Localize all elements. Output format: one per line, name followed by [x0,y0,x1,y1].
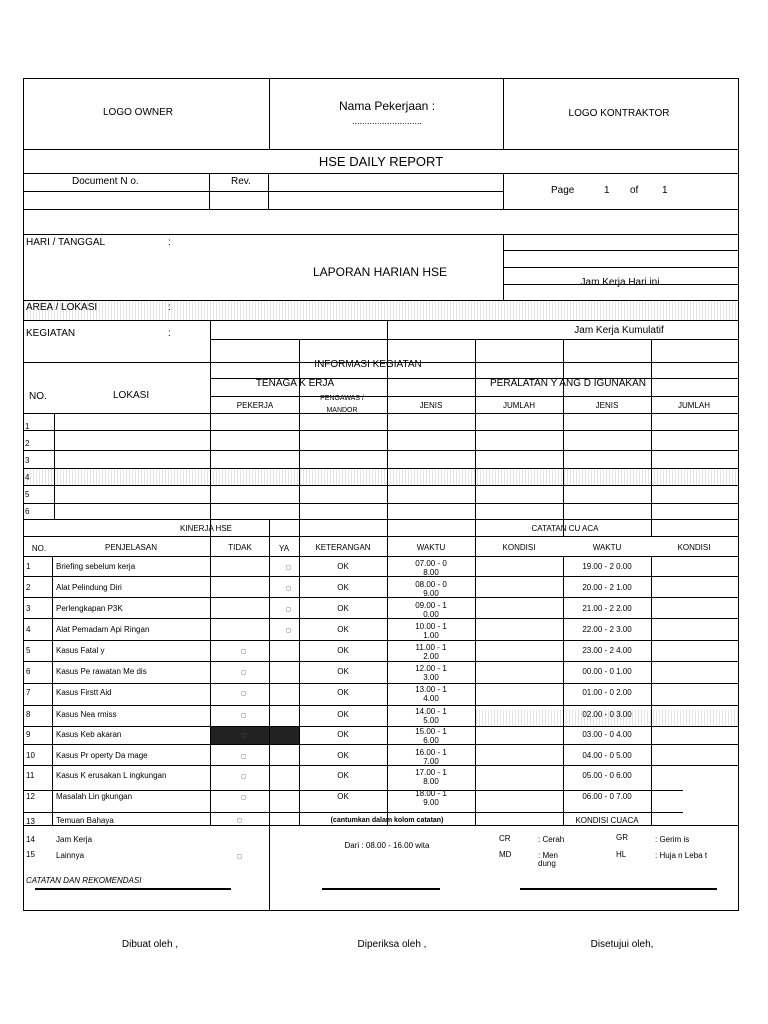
kinerja-row-waktu: 15.00 - 1 [415,727,447,736]
kinerja-row-waktu: 13.00 - 1 [415,685,447,694]
checkbox-icon[interactable]: ◻ [286,628,291,634]
border-left [23,78,24,911]
line-v-kin-2 [210,520,211,826]
checkbox-icon[interactable]: ◻ [241,733,246,739]
line-v-act-no [54,413,55,520]
catatan-rekomendasi: CATATAN DAN REKOMENDASI [26,876,142,885]
tidak-header: TIDAK [228,543,252,552]
line-v-doc-3 [503,173,504,210]
kinerja-row-keterangan: OK [337,688,349,697]
kinerja-row-waktu-2: 2.00 [423,652,439,661]
checkbox-icon[interactable]: ◻ [286,565,291,571]
line-h-kinerja [23,536,739,537]
line-h-act-2 [23,450,739,451]
kinerja-row-waktu-2: 0.00 [423,610,439,619]
kinerja-row-item: Briefing sebelum kerja [56,562,136,571]
kinerja-row-waktu-2: 8.00 [423,568,439,577]
kinerja-row-keterangan: OK [337,583,349,592]
checkbox-icon[interactable]: ◻ [237,818,242,824]
line-h-doc-1 [23,191,504,192]
page-label: Page [551,185,575,196]
line-h-kin-header [23,556,739,557]
line-h-kin-r6 [23,683,739,684]
line-v-act-b [475,340,476,536]
legend-md: MD [499,850,512,859]
kinerja-row-waktu: 07.00 - 0 [415,559,447,568]
kinerja-row-no: 1 [26,562,31,571]
checkbox-icon[interactable]: ◻ [241,649,246,655]
kinerja-row-14-item: Jam Kerja [56,835,93,844]
legend-hl: HL [616,850,627,859]
kinerja-row-waktu-malam: 23.00 - 2 4.00 [582,646,632,655]
line-h-kin-r5 [23,661,739,662]
activity-lokasi-header: LOKASI [113,390,150,401]
kinerja-row-item: Kasus Pr operty Da mage [56,751,148,760]
kinerja-row-waktu-malam: 22.00 - 2 3.00 [582,625,632,634]
line-h-kin-r7 [23,705,739,706]
border-right [738,78,739,911]
line-h-act-3 [23,468,739,469]
penjelasan-header: PENJELASAN [104,543,158,552]
kinerja-row-13-item: Temuan Bahaya [56,816,114,825]
ya-header: YA [278,544,290,553]
kinerja-row-keterangan: OK [337,730,349,739]
line-h-kegiatan [23,320,739,321]
activity-row-number: 6 [25,507,30,516]
line-h-kin-r1 [23,576,739,577]
disetujui-oleh: Disetujui oleh, [590,939,654,950]
catatan-cuaca-title: CATATAN CU ACA [531,524,599,533]
kinerja-row-keterangan: OK [337,771,349,780]
kinerja-row-waktu-2: 8.00 [423,777,439,786]
legend-cr-value: : Cerah [538,835,565,844]
kinerja-row-waktu-2: 7.00 [423,757,439,766]
activity-row-number: 4 [25,473,30,482]
tenaga-kerja-title: TENAGA K ERJA [255,378,335,389]
kinerja-row-waktu: 08.00 - 0 [415,580,447,589]
jumlah-header-2: JUMLAH [677,401,711,410]
checkbox-icon[interactable]: ◻ [237,854,242,860]
peralatan-title: PERALATAN Y ANG D IGUNAKAN [490,378,646,389]
line-h-act-5 [23,503,739,504]
kinerja-no-header: NO. [31,544,47,553]
border-top [23,78,739,79]
kinerja-row-waktu: 17.00 - 1 [415,768,447,777]
kinerja-row-waktu-2: 9.00 [423,589,439,598]
line-v-kin-6 [475,520,476,826]
kinerja-row-waktu-malam: 05.00 - 0 6.00 [582,771,632,780]
waktu-header-2: WAKTU [592,543,622,552]
legend-md-value-2: dung [538,859,556,868]
keterangan-header: KETERANGAN [315,543,371,552]
kinerja-row-keterangan: OK [337,710,349,719]
area-lokasi-colon: : [168,302,171,313]
kinerja-row-waktu: 18.00 - 1 [415,789,447,798]
line-h-area [23,300,739,301]
legend-gr-value: : Gerim is [655,835,690,844]
page-total: 1 [662,185,668,196]
kinerja-row-keterangan: OK [337,667,349,676]
kinerja-row-14-no: 14 [26,835,35,844]
kinerja-row-item: Kasus Firstt Aid [56,688,112,697]
diperiksa-oleh: Diperiksa oleh , [357,939,427,950]
document-no-label: Document N o. [72,176,139,187]
line-v-kin-4 [299,520,300,826]
kinerja-row-keterangan: OK [337,625,349,634]
mandor-header: MANDOR [326,407,358,414]
activity-no-header: NO. [29,391,47,402]
line-h-kin-r12 [23,812,683,813]
checkbox-icon[interactable]: ◻ [241,795,246,801]
kinerja-row-no: 9 [26,730,31,739]
waktu-header: WAKTU [416,543,446,552]
line-v-logo-left [269,78,270,150]
line-h-header [23,149,739,150]
kinerja-row-waktu-2: 6.00 [423,736,439,745]
report-title: HSE DAILY REPORT [318,154,444,169]
kinerja-row-no: 5 [26,646,31,655]
rev-label: Rev. [231,176,251,187]
kinerja-row-keterangan: OK [337,751,349,760]
kinerja-row-waktu-2: 3.00 [423,673,439,682]
jumlah-header-1: JUMLAH [502,401,536,410]
kinerja-row-item: Alat Pelindung Diri [56,583,122,592]
legend-gr: GR [616,833,628,842]
nama-pekerjaan-value[interactable]: ............................ [351,116,423,126]
kinerja-row-waktu: 12.00 - 1 [415,664,447,673]
checkbox-icon[interactable]: ◻ [241,754,246,760]
kinerja-row-waktu-malam: 21.00 - 2 2.00 [582,604,632,613]
kinerja-row-no: 7 [26,688,31,697]
activity-row-number: 1 [25,422,30,431]
kinerja-row-keterangan: OK [337,646,349,655]
catatan-underline-3 [520,888,717,890]
pekerja-header: PEKERJA [236,401,274,410]
line-h-doc-2 [23,209,739,210]
area-lokasi-label: AREA / LOKASI [26,302,98,313]
kinerja-row-waktu: 09.00 - 1 [415,601,447,610]
activity-row-number: 2 [25,439,30,448]
filled-cell-row-9 [211,727,299,744]
kinerja-row-waktu-malam: 00.00 - 0 1.00 [582,667,632,676]
checkbox-icon[interactable]: ◻ [241,670,246,676]
line-h-act-head [23,413,739,414]
line-h-kin-bottom [23,825,739,826]
line-v-doc-2 [268,173,269,210]
kinerja-row-no: 11 [26,771,35,780]
kinerja-row-keterangan: OK [337,562,349,571]
kinerja-row-waktu-malam: 03.00 - 0 4.00 [582,730,632,739]
line-h-blank [23,234,739,235]
shaded-area-row-3-4 [24,468,738,485]
jam-kerja-kumulatif-label: Jam Kerja Kumulatif [574,325,664,336]
kinerja-row-waktu-2: 5.00 [423,716,439,725]
jenis-header-1: JENIS [419,401,443,410]
checkbox-icon[interactable]: ◻ [241,713,246,719]
hari-tanggal-label: HARI / TANGGAL [26,237,106,248]
kinerja-row-no: 10 [26,751,35,760]
kinerja-row-15-no: 15 [26,850,35,859]
line-v-doc-1 [209,173,210,210]
kinerja-row-item: Masalah Lin gkungan [56,792,133,801]
kinerja-row-waktu-malam: 06.00 - 0 7.00 [582,792,632,801]
kinerja-row-waktu-malam: 04.00 - 0 5.00 [582,751,632,760]
kinerja-row-no: 8 [26,710,31,719]
kegiatan-label: KEGIATAN [26,328,76,339]
line-v-act-c [563,340,564,536]
line-v-kin-3 [269,520,270,911]
kondisi-header: KONDISI [502,543,536,552]
legend-cr: CR [499,834,511,843]
kinerja-row-item: Kasus Pe rawatan Me dis [56,667,147,676]
line-v-logo-right [503,78,504,150]
kinerja-row-no: 6 [26,667,31,676]
kinerja-row-no: 12 [26,792,35,801]
catatan-underline-1 [35,888,231,890]
line-h-kin-r8 [23,726,739,727]
line-v-act-a [299,340,300,536]
kinerja-row-waktu-malam: 20.00 - 2 1.00 [582,583,632,592]
jenis-header-2: JENIS [595,401,619,410]
line-h-info-r1 [503,250,739,251]
kinerja-row-waktu-2: 4.00 [423,694,439,703]
kondisi-header-2: KONDISI [677,543,711,552]
kondisi-cuaca-title: KONDISI CUACA [575,816,639,825]
line-v-act-d [651,340,652,536]
line-h-act-4 [23,485,739,486]
kinerja-row-waktu-2: 1.00 [423,631,439,640]
line-h-act-6 [23,519,739,520]
checkbox-icon[interactable]: ◻ [241,691,246,697]
jam-kerja-hari-ini-label: Jam Kerja Hari ini [580,277,660,288]
kinerja-row-keterangan: OK [337,792,349,801]
line-h-kin-r2 [23,597,739,598]
activity-row-number: 3 [25,456,30,465]
legend-md-value: : Men [538,851,559,860]
border-bottom [23,910,739,911]
kinerja-row-item: Kasus Keb akaran [56,730,122,739]
line-h-act-1 [23,430,739,431]
kinerja-row-waktu-malam: 02.00 - 0 3.00 [582,710,632,719]
kinerja-row-no: 3 [26,604,31,613]
nama-pekerjaan-label: Nama Pekerjaan : [338,99,436,113]
kinerja-row-item: Kasus Fatal y [56,646,105,655]
line-h-kin-r9 [23,744,739,745]
page-of: of [630,185,639,196]
kinerja-row-waktu: 10.00 - 1 [415,622,447,631]
hari-tanggal-colon: : [168,237,171,248]
line-v-kin-5 [387,520,388,826]
kegiatan-colon: : [168,328,171,339]
logo-kontraktor: LOGO KONTRAKTOR [568,108,670,119]
kinerja-row-item: Kasus K erusakan L ingkungan [56,771,167,780]
kinerja-row-13-note: (cantumkan dalam kolom catatan) [330,817,444,824]
line-h-info-r2 [503,267,739,268]
pengawas-header: PENGAWAS / [320,395,364,402]
activity-row-number: 5 [25,490,30,499]
laporan-title: LAPORAN HARIAN HSE [312,265,448,279]
checkbox-icon[interactable]: ◻ [286,586,291,592]
line-h-kin-r11 [23,790,683,791]
shaded-area-area-row [24,300,738,320]
dibuat-oleh: Dibuat oleh , [121,939,179,950]
kinerja-row-15-item: Lainnya [56,851,85,860]
checkbox-icon[interactable]: ◻ [286,607,291,613]
kinerja-row-item: Kasus Nea rmiss [56,710,117,719]
line-h-kin-r10 [23,765,739,766]
informasi-kegiatan-title: INFORMASI KEGIATAN [314,359,422,370]
kinerja-row-waktu-malam: 01.00 - 0 2.00 [582,688,632,697]
kinerja-row-waktu-malam: 19.00 - 2 0.00 [582,562,632,571]
kinerja-row-waktu: 14.00 - 1 [415,707,447,716]
kinerja-row-waktu: 16.00 - 1 [415,748,447,757]
kinerja-row-waktu: 11.00 - 1 [415,643,447,652]
kinerja-row-waktu-2: 9.00 [423,798,439,807]
kinerja-row-item: Alat Pemadam Api Ringan [56,625,150,634]
jam-kerja-dari: Dari : 08.00 - 16.00 wita [344,841,430,850]
kinerja-row-no: 4 [26,625,31,634]
line-h-kin-r3 [23,618,739,619]
kinerja-row-no: 2 [26,583,31,592]
checkbox-icon[interactable]: ◻ [241,774,246,780]
line-h-kin-r4 [23,640,739,641]
page-number: 1 [604,185,610,196]
legend-hl-value: : Huja n Leba t [655,851,708,860]
kinerja-row-keterangan: OK [337,604,349,613]
kinerja-row-13-no: 13 [26,817,35,826]
kinerja-hse-title: KINERJA HSE [179,524,233,533]
line-h-title [23,173,739,174]
catatan-underline-2 [322,888,440,890]
kinerja-row-item: Perlengkapan P3K [56,604,123,613]
logo-owner: LOGO OWNER [102,107,174,118]
